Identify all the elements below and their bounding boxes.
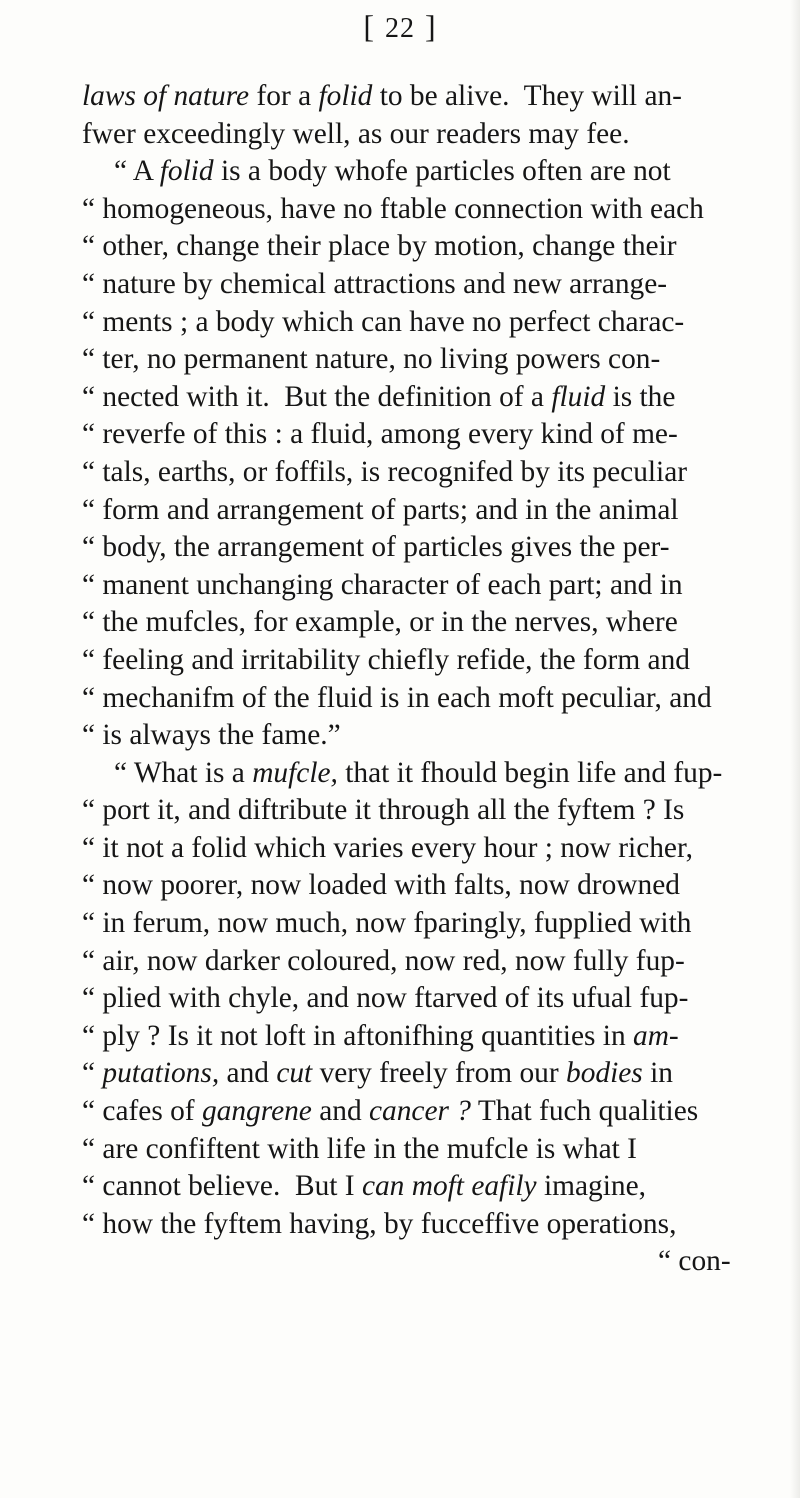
text-line	[82, 867, 782, 905]
text-run: for a	[249, 80, 319, 112]
text-run: “ manent unchanging character of each part; and in	[82, 568, 683, 601]
text-line	[82, 1093, 782, 1131]
text-line	[82, 642, 782, 680]
catchword	[82, 1243, 782, 1281]
text-line	[82, 1168, 782, 1206]
text-run: “ air, now darker coloured, now red, now fully fup-	[82, 944, 685, 977]
text-run: “ the mufcles, for example, or in the nerves, where	[82, 606, 678, 639]
text-line	[82, 228, 782, 266]
text-line	[82, 717, 782, 755]
text-line	[82, 153, 782, 191]
text-run: and	[311, 1095, 369, 1128]
text-run: “ cafes of	[82, 1095, 202, 1128]
italic-text-run: putations,	[102, 1057, 220, 1090]
text-run: “ cannot believe. But I	[82, 1170, 362, 1203]
text-line	[82, 905, 782, 943]
text-run: “ other, change their place by motion, change their	[82, 230, 677, 263]
text-line	[82, 680, 782, 718]
text-line	[82, 1206, 782, 1244]
text-run: “	[82, 1057, 103, 1090]
text-run: imagine,	[536, 1170, 646, 1203]
header-close-bracket: ]	[425, 8, 437, 44]
text-run: that it fhould begin life and fup-	[337, 756, 723, 789]
text-run: “ ter, no permanent nature, no living powers con-	[82, 343, 661, 376]
text-line	[82, 78, 782, 116]
text-line	[82, 755, 782, 793]
text-run: “ homogeneous, have no ftable connection with each	[82, 192, 704, 225]
italic-text-run: am-	[633, 1019, 679, 1052]
text-line	[82, 1131, 782, 1169]
text-line	[82, 529, 782, 567]
italic-text-run: fluid	[551, 380, 606, 413]
text-run: “ reverfe of this : a fluid, among every kind of me-	[82, 418, 678, 451]
text-run: “ tals, earths, or foffils, is recognifed by its peculiar	[82, 455, 688, 488]
italic-text-run: cut	[276, 1057, 313, 1090]
text-run: “ in ferum, now much, now fparingly, fupplied with	[82, 907, 692, 940]
text-run: “ are confiftent with life in the mufcle is what I	[82, 1132, 637, 1165]
text-run: “ form and arrangement of parts; and in the animal	[82, 493, 679, 526]
text-line	[82, 830, 782, 868]
text-line	[82, 604, 782, 642]
text-run: “ now poorer, now loaded with falts, now drowned	[82, 869, 680, 902]
text-line	[82, 191, 782, 229]
text-line	[82, 341, 782, 379]
text-run: “ nature by chemical attractions and new arrange-	[82, 267, 668, 300]
header-open-bracket: [	[363, 8, 375, 44]
text-line	[82, 792, 782, 830]
text-line	[82, 379, 782, 417]
text-run: fwer exceedingly well, as our readers may fee.	[82, 117, 630, 150]
italic-text-run: folid	[159, 155, 214, 188]
text-line	[82, 1055, 782, 1093]
text-run: “ how the fyftem having, by fucceffive operations,	[82, 1207, 677, 1240]
body-text	[82, 78, 782, 1281]
text-run: “ is always the fame.”	[82, 719, 341, 752]
text-run: to be alive. They will an-	[372, 80, 682, 112]
italic-text-run: mufcle,	[252, 756, 338, 789]
text-run: “ it not a folid which varies every hour ; now richer,	[82, 831, 693, 864]
text-line	[82, 454, 782, 492]
italic-text-run: gangrene	[201, 1095, 312, 1128]
text-line	[82, 304, 782, 342]
text-run: “ nected with it. But the definition of a	[82, 380, 552, 413]
page-number: 22	[385, 13, 415, 44]
text-run: “ A	[114, 155, 160, 188]
text-run: and	[219, 1057, 277, 1090]
text-run: “ plied with chyle, and now ftarved of its ufual fup-	[82, 982, 689, 1015]
italic-text-run: laws of nature	[82, 80, 250, 112]
text-run: very freely from our	[312, 1057, 567, 1090]
text-run: in	[642, 1057, 673, 1090]
text-line	[82, 492, 782, 530]
text-run: “ port it, and diftribute it through all the fyftem ? Is	[82, 794, 685, 827]
italic-text-run: cancer ?	[369, 1095, 472, 1128]
text-run: “ ments ; a body which can have no perfect charac-	[82, 305, 685, 338]
text-run: “ body, the arrangement of particles gives the per-	[82, 531, 670, 564]
text-run: “ feeling and irritability chiefly refide, the form and	[82, 643, 690, 676]
text-line	[82, 416, 782, 454]
text-run: is a body whofe particles often are not	[213, 155, 671, 188]
italic-text-run: can moft eafily	[361, 1170, 537, 1203]
italic-text-run: folid	[318, 80, 373, 112]
italic-text-run: bodies	[566, 1057, 643, 1090]
text-run: “ con-	[658, 1245, 731, 1278]
text-run: is the	[605, 380, 676, 413]
page-header	[0, 6, 800, 49]
text-line	[82, 266, 782, 304]
text-line	[82, 567, 782, 605]
text-line	[82, 980, 782, 1018]
text-line	[82, 1018, 782, 1056]
text-line	[82, 116, 782, 154]
page-edge-shadow	[790, 0, 800, 1498]
text-run: That fuch qualities	[471, 1095, 699, 1128]
text-run: “ mechanifm of the fluid is in each moft peculiar, and	[82, 681, 712, 714]
text-run: “ What is a	[114, 756, 253, 789]
text-run: “ ply ? Is it not loft in aftonifhing quantities in	[82, 1019, 633, 1052]
text-line	[82, 943, 782, 981]
